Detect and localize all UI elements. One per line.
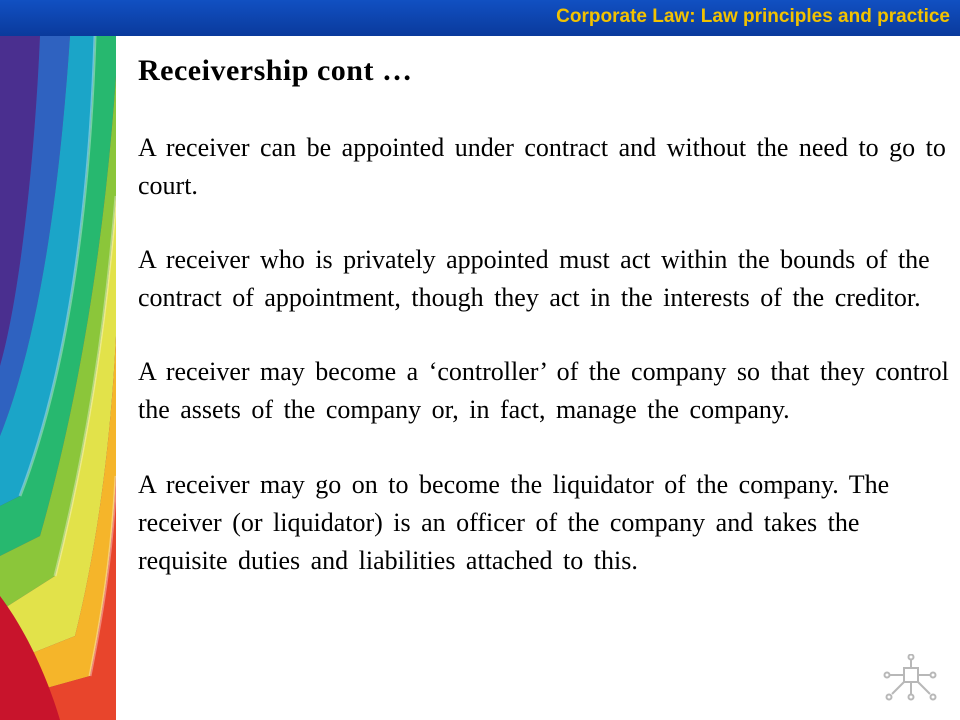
paragraph-4: A receiver may go on to become the liquidator of the company. The receiver (or liquidator) is an officer of the company and takes the requisite duties and liabilities attached to this. bbox=[138, 470, 890, 575]
rainbow-curls-decoration bbox=[0, 36, 116, 720]
paragraph-3: A receiver may become a ‘controller’ of the company so that they control the assets of the company or, in fact, manage the company. bbox=[138, 357, 949, 424]
network-node-icon bbox=[878, 654, 944, 704]
paragraph-1: A receiver can be appointed under contract and without the need to go to court. bbox=[138, 133, 946, 200]
slide-body bbox=[138, 52, 956, 580]
slide-heading: Receivership cont … bbox=[138, 54, 413, 87]
paragraph-2: A receiver who is privately appointed must act within the bounds of the contract of appointment, though they act in the interests of the creditor. bbox=[138, 245, 930, 312]
header-title: Corporate Law: Law principles and practice bbox=[556, 6, 950, 27]
header-bar bbox=[0, 0, 960, 36]
